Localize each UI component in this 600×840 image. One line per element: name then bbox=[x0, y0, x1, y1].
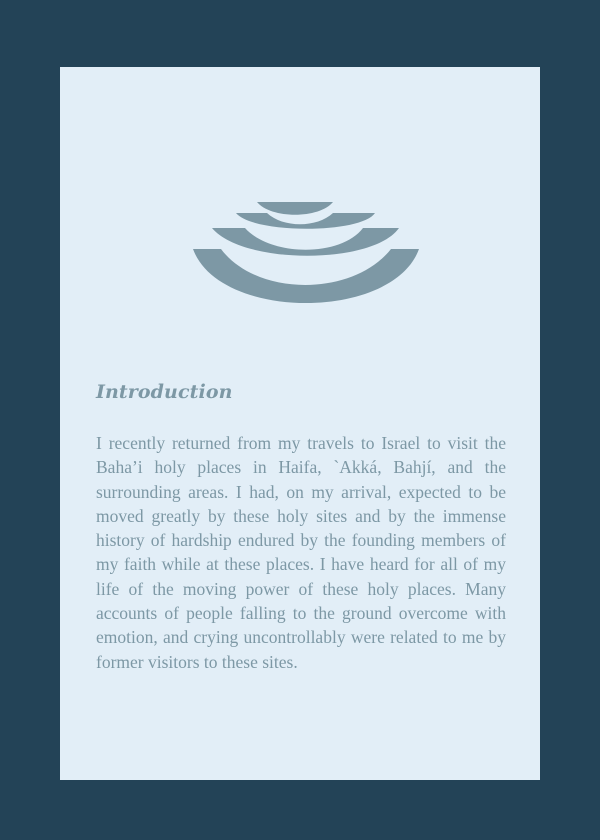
document-page bbox=[60, 67, 540, 780]
introduction-paragraph: I recently returned from my travels to Israel to visit the Baha’i holy places in Haifa, `Akká, Bahjí, and the surrounding areas. I had, on my arrival, expected to be moved greatly by these holy sites and by the immense history of hardship endured by the founding members of my faith while at these places. I have heard for all of my life of the moving power of these holy places. Many accounts of people falling to the ground overcome with emotion, and crying uncontrollably were related to me by former visitors to these sites. bbox=[96, 433, 506, 672]
introduction-heading: Introduction bbox=[96, 381, 233, 403]
emblem-base-bowl bbox=[193, 249, 419, 303]
nested-bowls-emblem-icon bbox=[193, 199, 419, 314]
emblem-tier-three bbox=[212, 228, 399, 256]
emblem-tier-two bbox=[236, 213, 375, 229]
emblem-top-bowl bbox=[257, 202, 333, 215]
